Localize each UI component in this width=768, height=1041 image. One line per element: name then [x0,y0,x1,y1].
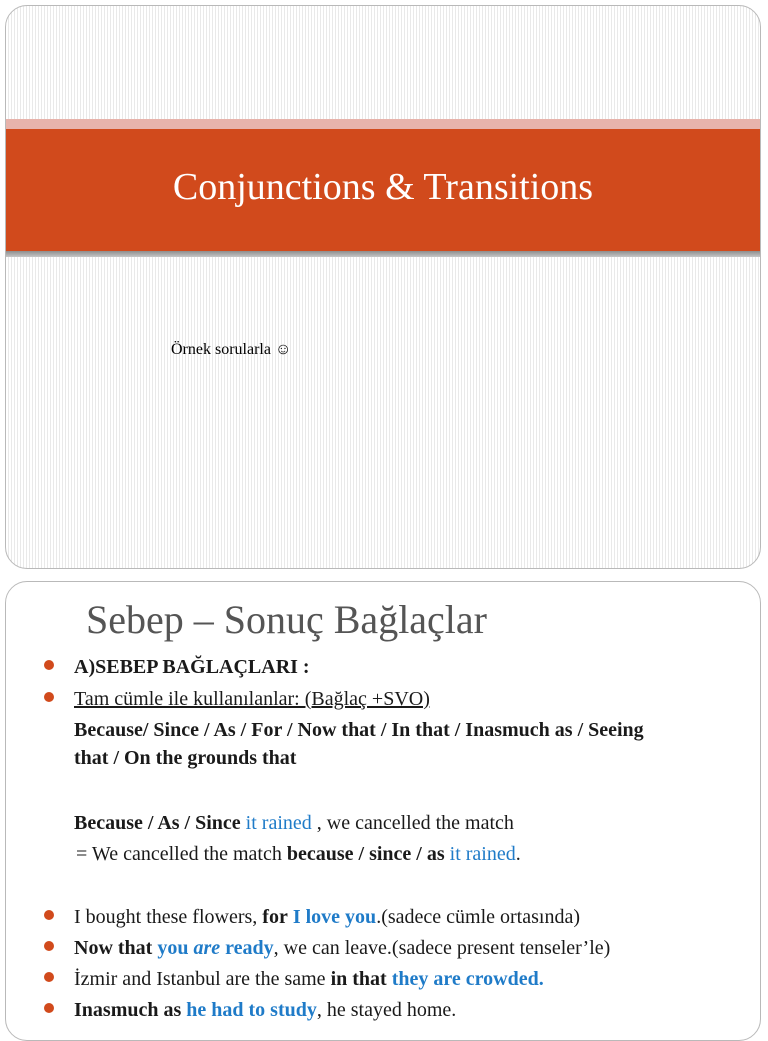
bullet-dot [44,941,54,951]
bullet-now-that-conjunction: Now that [74,937,153,959]
content-slide-title: Sebep – Sonuç Bağlaçlar [86,597,487,642]
title-band-highlight [6,119,760,129]
title-band [6,129,760,251]
bullet-inasmuch [74,997,456,1023]
bullet-in-that-conjunction: in that [330,968,387,990]
example-1-rest: , we cancelled the match [316,812,514,834]
bullet-in-that-clause: they are crowded. [391,968,544,990]
bullet-now-that-clause-b: ready [225,937,274,959]
example-2-prefix: = We cancelled the match [76,843,282,865]
example-1-conjunction: Because / As / Since [74,812,241,834]
bullet-dot [44,910,54,920]
bullet-for-pre: I bought these flowers, [74,906,258,928]
bullet-dot [44,972,54,982]
bullet-inasmuch-clause: he had to study [186,999,317,1021]
bullet-for-conjunction: for [262,906,288,928]
bullet-for-rest: .(sadece cümle ortasında) [376,906,580,928]
example-1-clause: it rained [245,812,312,834]
bullet-for-clause: I love you [292,906,377,928]
bullet-for [74,904,580,930]
bullet-in-that [74,966,544,992]
content-slide [5,581,761,1041]
conjunction-list-line-1: Because/ Since / As / For / Now that / In that / Inasmuch as / Seeing [74,719,644,741]
title-slide [5,5,761,569]
slide-title: Conjunctions & Transitions [172,166,594,208]
bullet-now-that-clause-em: are [193,937,221,959]
bullet-dot [44,660,54,670]
bullet-now-that-clause-a: you [157,937,189,959]
bullet-in-that-pre: İzmir and Istanbul are the same [74,968,326,990]
bullet-dot [44,1003,54,1013]
example-sentence-1 [74,810,514,836]
title-band-shadow [6,251,760,257]
example-2-clause: it rained [449,843,516,865]
bullet-inasmuch-rest: , he stayed home. [316,999,457,1021]
bullet-inasmuch-conjunction: Inasmuch as [74,999,182,1021]
example-sentence-2 [76,841,521,867]
heading-sebep: A)SEBEP BAĞLAÇLARI : [74,656,310,678]
bullet-now-that-rest: , we can leave.(sadece present tenseler’le) [273,937,611,959]
example-2-conjunction: because / since / as [286,843,445,865]
slide-subtitle: Örnek sorularla ☺ [171,341,292,358]
tam-cumle-line: Tam cümle ile kullanılanlar: (Bağlaç +SVO) [74,688,430,710]
bullet-dot [44,692,54,702]
bullet-now-that [74,935,610,961]
example-2-end: . [515,843,521,865]
conjunction-list-line-2: that / On the grounds that [74,747,297,769]
